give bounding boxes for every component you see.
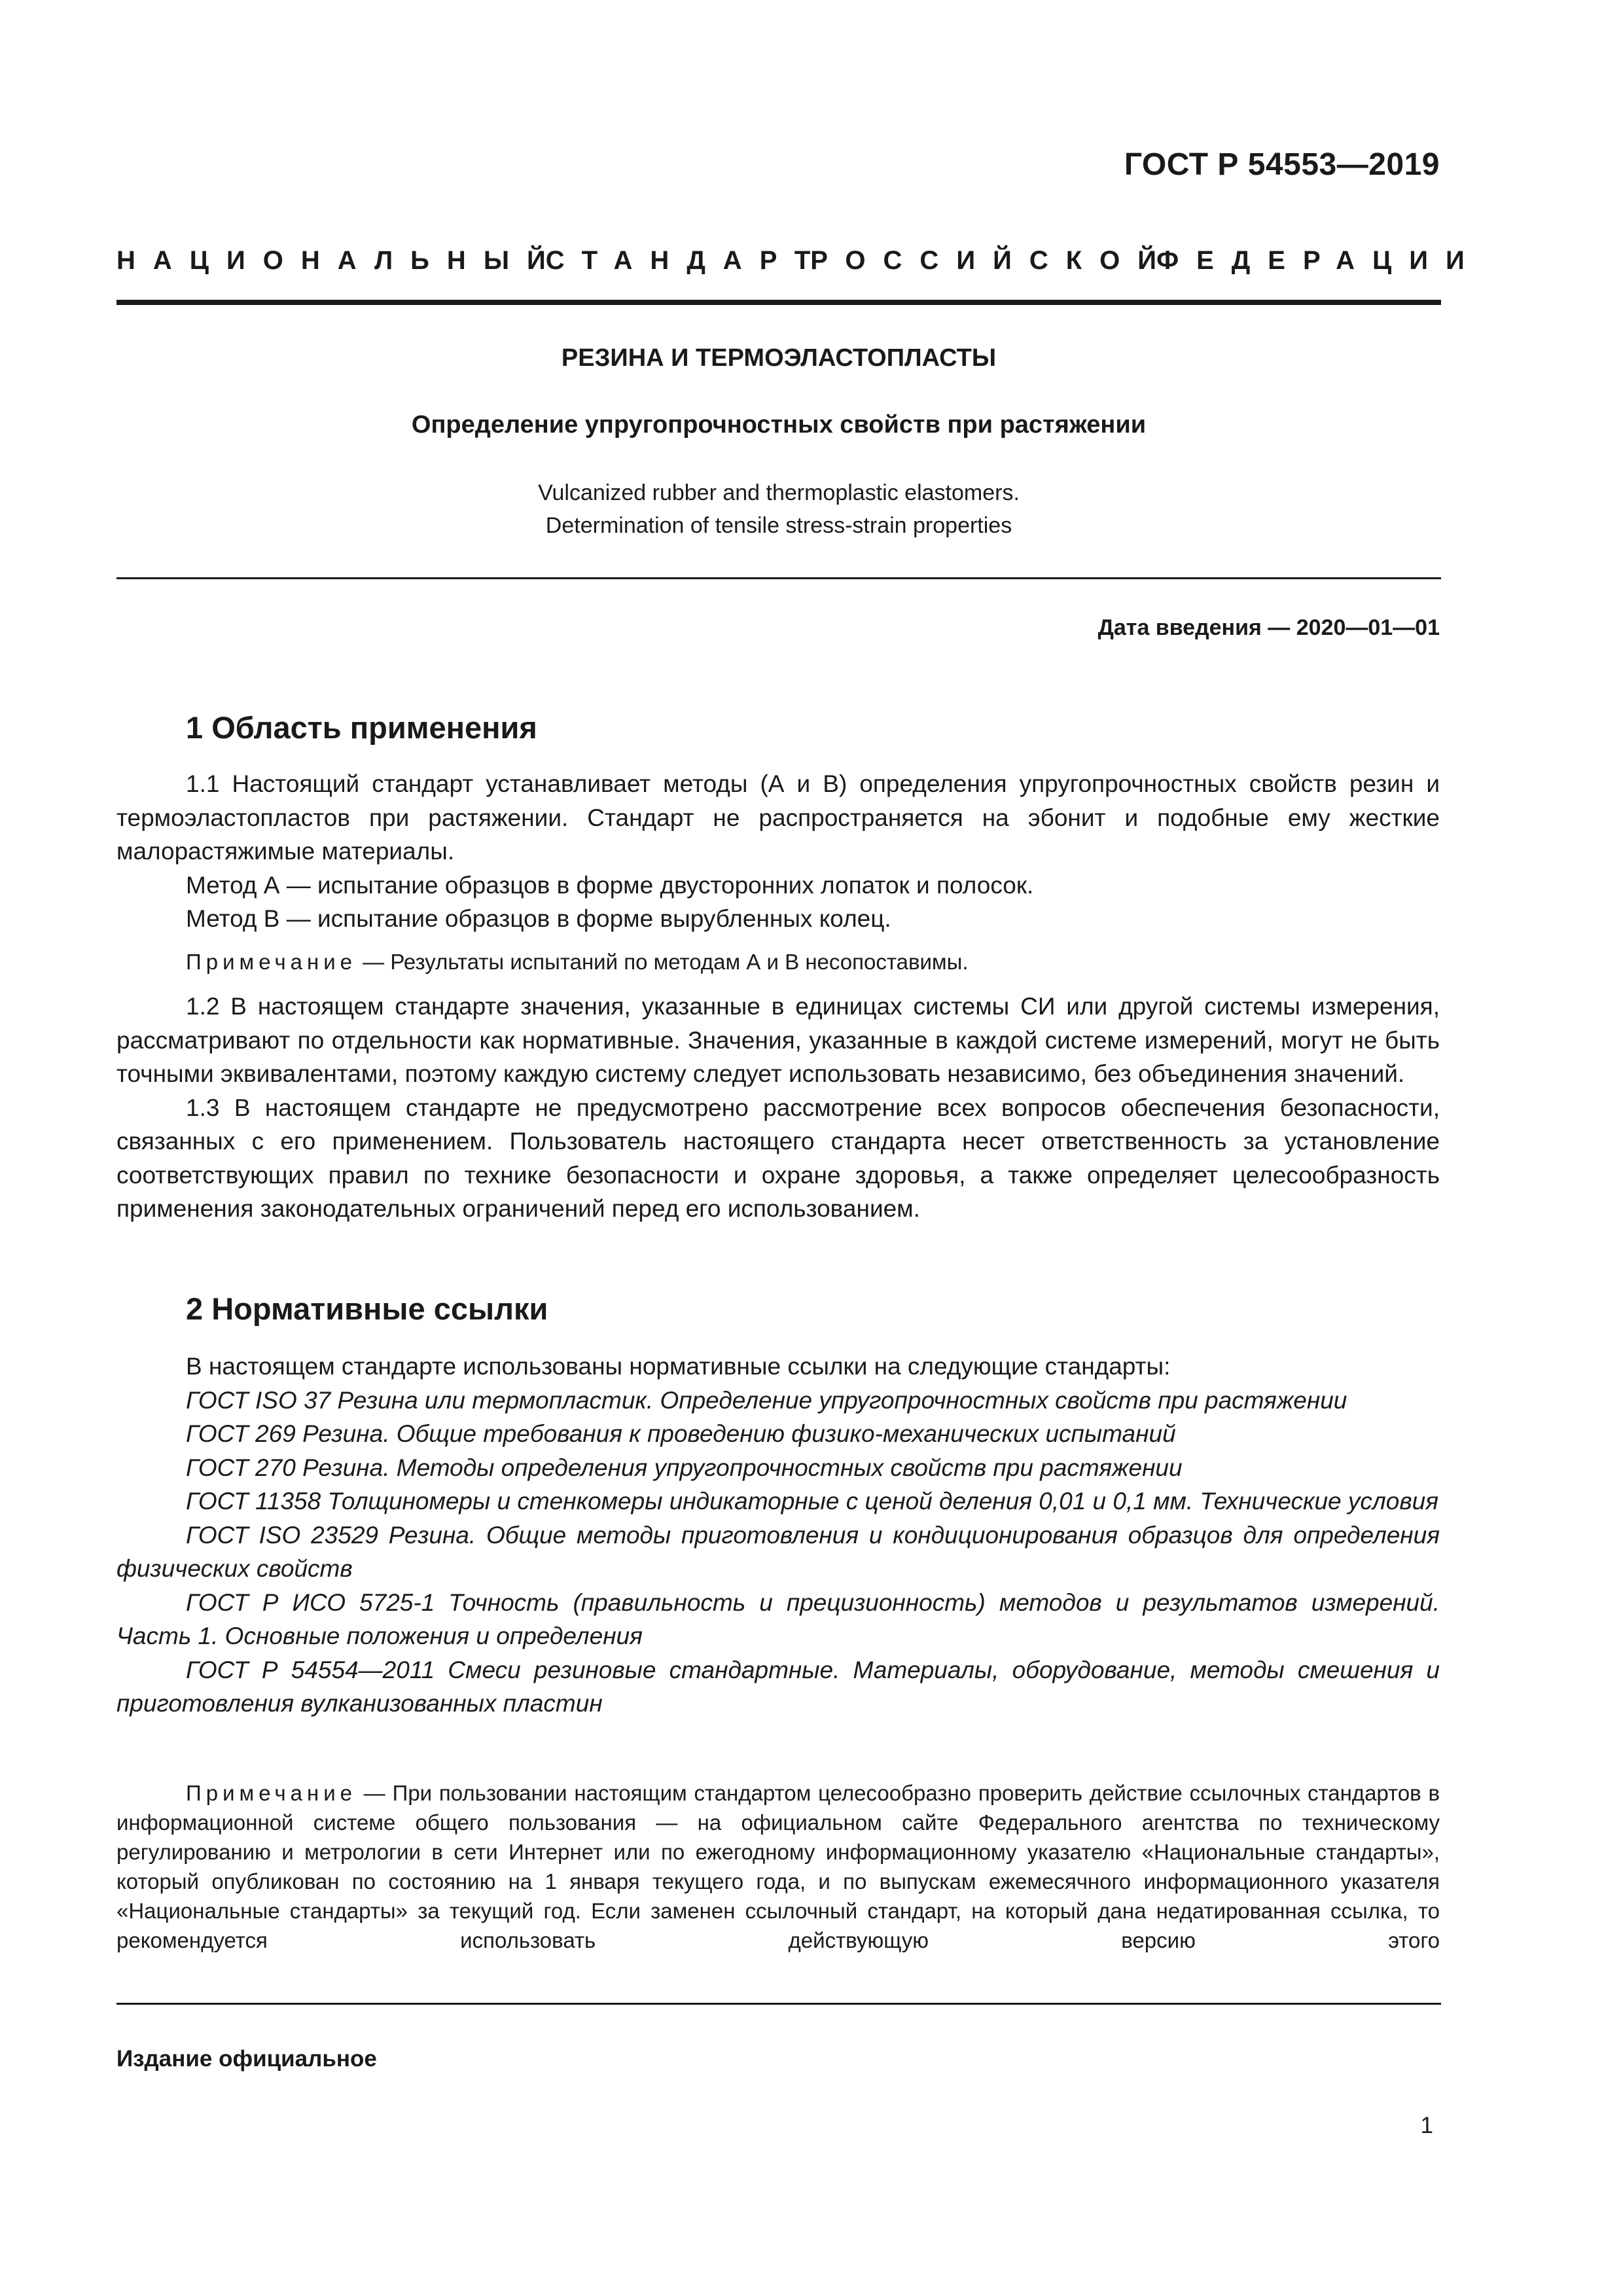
banner-word: ФЕДЕРАЦИИ [1156,246,1482,275]
paragraph-1-3: 1.3 В настоящем стандарте не предусмотрено рассмотрение всех вопросов обеспечения безопасности, связанных с его применением. Пользователь настоящего стандарта несет ответственность за установление соответствующих правил по технике безопасности и охране здоровья, а также определяет целесообразность применения законодательных ограничений перед его использованием. [116,1094,1440,1222]
header-divider [116,300,1441,305]
section-1-body-b [116,990,1440,1226]
page-number: 1 [1420,2113,1433,2138]
banner-word: СТАНДАРТ [545,246,829,275]
reference-item: ГОСТ ISO 23529 Резина. Общие методы приготовления и кондиционирования образцов для определения физических свойств [116,1521,1440,1582]
reference-item: ГОСТ 11358 Толщиномеры и стенкомеры индикаторные с ценой деления 0,01 и 0,1 мм. Технические условия [186,1488,1438,1515]
reference-item: ГОСТ 269 Резина. Общие требования к проведению физико-механических испытаний [186,1420,1176,1447]
official-edition-label: Издание официальное [116,2046,377,2072]
english-title-line: Vulcanized rubber and thermoplastic elastomers. [538,480,1020,505]
standard-code: ГОСТ Р 54553—2019 [1124,147,1440,182]
note-text: — При пользовании настоящим стандартом целесообразно проверить действие ссылочных стандартов в информационной системе общего пользования — на официальном сайте Федерального агентства по техническому регулированию и метрологии в сети Интернет или по ежегодному информационному указателю «Национальные стандарты», который опубликован по состоянию на 1 января текущего года, и по выпускам ежемесячного информационного указателя «Национальные стандарты» за текущий год. Если заменен ссылочный стандарт, на который дана недатированная ссылка, то рекомендуется использовать действующую версию этого [116,1781,1440,1952]
section-1-heading: 1 Область применения [186,710,537,745]
introduction-date: Дата введения — 2020—01—01 [1097,615,1440,640]
national-standard-banner [116,246,1482,276]
title-divider [116,577,1441,579]
normative-references [116,1350,1440,1721]
paragraph-1-2: 1.2 В настоящем стандарте значения, указанные в единицах системы СИ или другой системы измерения, рассматривают по отдельности как нормативные. Значения, указанные в каждой системе измерений, могут не быть точными эквивалентами, поэтому каждую систему следует использовать независимо, без объединения значений. [116,993,1440,1087]
note-1 [116,947,1440,977]
references-intro: В настоящем стандарте использованы нормативные ссылки на следующие стандарты: [186,1353,1171,1380]
reference-item: ГОСТ 270 Резина. Методы определения упругопрочностных свойств при растяжении [186,1454,1183,1481]
english-title-line: Determination of tensile stress-strain properties [545,513,1012,538]
method-b: Метод В — испытание образцов в форме вырубленных колец. [186,905,891,932]
section-1-body-a [116,767,1440,936]
document-subtitle: Определение упругопрочностных свойств при растяжении [411,411,1147,439]
reference-item: ГОСТ Р 54554—2011 Смеси резиновые стандартные. Материалы, оборудование, методы смешения и приготовления вулканизованных пластин [116,1656,1440,1717]
method-a: Метод А — испытание образцов в форме двусторонних лопаток и полосок. [186,871,1034,899]
note-text: — Результаты испытаний по методам А и В несопоставимы. [357,950,969,974]
note-label: Примечание [186,1781,357,1805]
document-title: РЕЗИНА И ТЕРМОЭЛАСТОПЛАСТЫ [561,344,997,372]
reference-item: ГОСТ ISO 37 Резина или термопластик. Определение упругопрочностных свойств при растяжении [186,1386,1347,1414]
banner-word: НАЦИОНАЛЬНЫЙ [116,246,563,275]
english-title [116,476,1441,542]
reference-item: ГОСТ Р ИСО 5725-1 Точность (правильность и прецизионность) методов и результатов измерений. Часть 1. Основные положения и определения [116,1588,1440,1649]
section-2-heading: 2 Нормативные ссылки [186,1291,548,1326]
footer-divider [116,2003,1441,2005]
note-2 [116,1778,1440,1988]
paragraph-1-1: 1.1 Настоящий стандарт устанавливает методы (А и В) определения упругопрочностных свойств резин и термоэластопластов при растяжении. Стандарт не распространяется на эбонит и подобные ему жесткие малорастяжимые материалы. [116,770,1440,865]
note-label: Примечание [186,950,357,974]
banner-word: РОССИЙСКОЙ [810,246,1174,275]
